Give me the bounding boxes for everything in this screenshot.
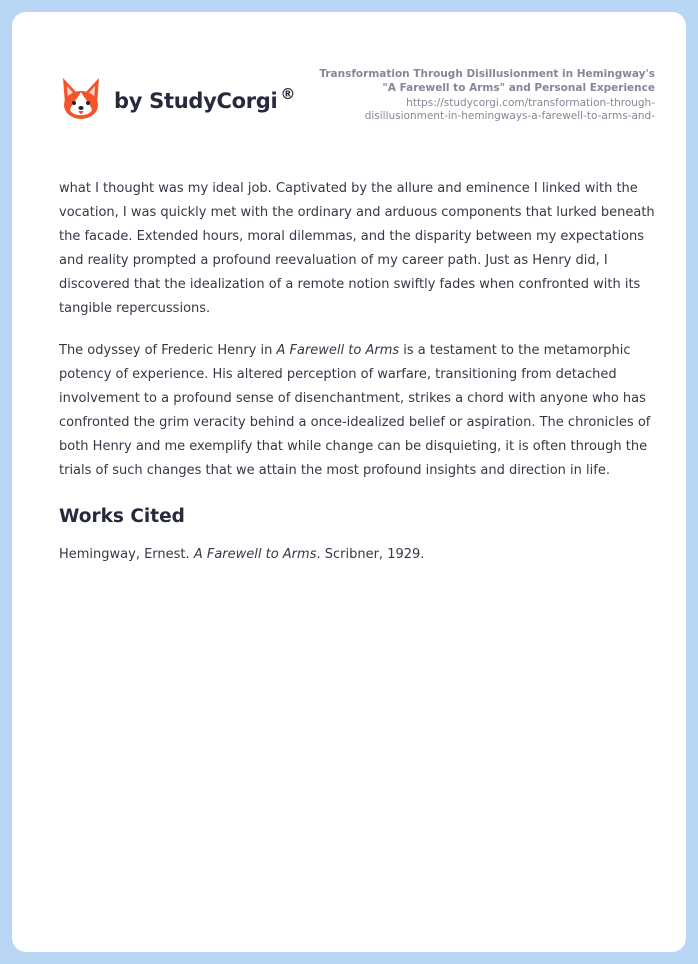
studycorgi-logo[interactable] (60, 76, 295, 122)
essay-body (59, 177, 657, 585)
corgi-icon (60, 76, 102, 122)
paragraph: what I thought was my ideal job. Captivated by the allure and eminence I linked with the vocation, I was quickly met with the ordinary and arduous components that lurked beneath the facade. Extended hours, moral dilemmas, and the disparity between my expectations and reality prompted a profound reevaluation of my career path. Just as Henry did, I discovered that the idealization of a remote notion swiftly fades when confronted with its tangible repercussions. (59, 181, 655, 316)
document-page (12, 12, 686, 952)
book-title: A Farewell to Arms (193, 547, 317, 562)
source-info (295, 67, 655, 123)
document-title: Transformation Through Disillusionment in Hemingway's "A Farewell to Arms" and Personal Experience (319, 68, 655, 94)
citation-entry: Hemingway, Ernest. A Farewell to Arms. Scribner, 1929. (59, 547, 425, 562)
source-url[interactable]: https://studycorgi.com/transformation-through- disillusionment-in-hemingways-a-farewell-to-arms-and- (364, 97, 655, 122)
page-header (12, 12, 686, 152)
registered-mark: ® (280, 85, 296, 103)
works-cited-heading: Works Cited (59, 506, 185, 527)
logo-wordmark: by StudyCorgi ® (114, 85, 296, 113)
paragraph: The odyssey of Frederic Henry in A Farewell to Arms is a testament to the metamorphic potency of experience. His altered perception of warfare, transitioning from detached involvement to a profound sense of disenchantment, strikes a chord with anyone who has confronted the grim veracity behind a once-idealized belief or aspiration. The chronicles of both Henry and me exemplify that while change can be disquieting, it is often through the trials of such changes that we attain the most profound insights and direction in life. (59, 343, 651, 478)
book-title: A Farewell to Arms (276, 343, 400, 358)
